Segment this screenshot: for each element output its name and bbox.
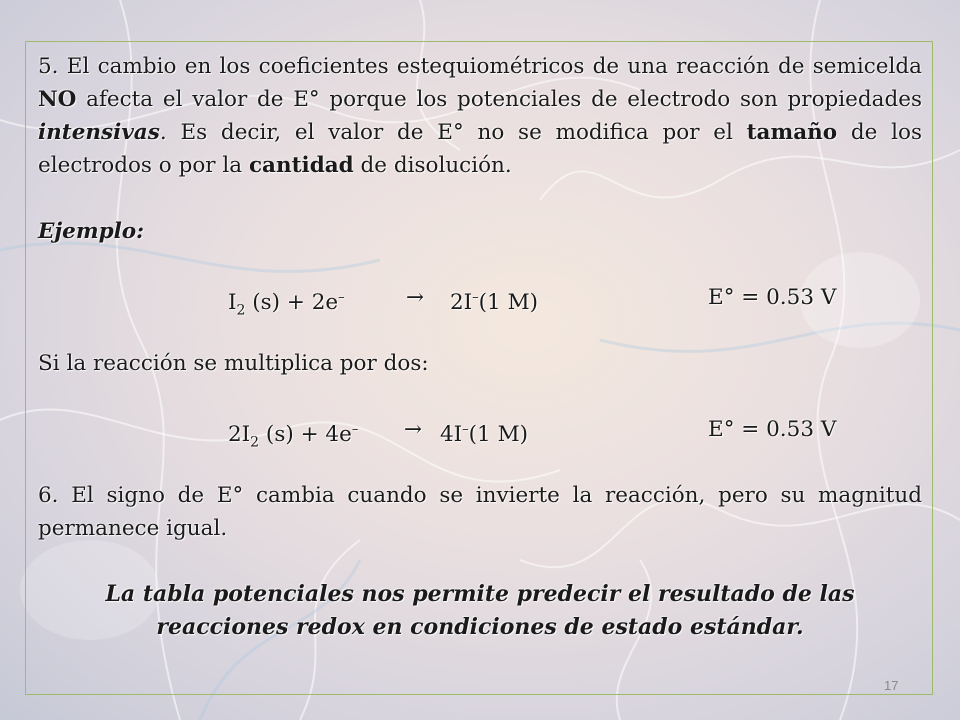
paragraph-6: 6. El signo de E° cambia cuando se invierte la reacción, pero su magnitud permanece igual.	[38, 483, 922, 541]
equation-2-reactants: $2I_2$ (s) + 4e–	[228, 422, 359, 451]
equation-1-reactants: $I_2$ (s) + 2e–	[228, 290, 345, 319]
text-run: . Es decir, el valor de E° no se modifica por el	[159, 120, 747, 145]
slide-content	[38, 50, 922, 644]
conclusion-text: La tabla potenciales nos permite predecir el resultado de las reacciones redox en condiciones de estado estándar.	[105, 581, 855, 640]
equation-2	[38, 413, 922, 451]
item-number: 5.	[38, 54, 59, 79]
text-run: El cambio en los coeficientes estequiométricos de una reacción de semicelda	[58, 54, 922, 79]
multiply-text: Si la reacción se multiplica por dos:	[38, 351, 429, 376]
text-run: de disolución.	[353, 153, 512, 178]
emphasis-no: NO	[38, 87, 77, 112]
emphasis-cantidad: cantidad	[248, 153, 354, 178]
equation-1-potential: E° = 0.53 V	[708, 285, 837, 310]
paragraph-5	[38, 50, 922, 182]
equation-1	[38, 281, 922, 319]
equation-2-products: 4I–(1 M)	[440, 422, 528, 448]
emphasis-intensivas: intensivas	[38, 120, 160, 145]
equation-1-arrow: →	[406, 285, 425, 310]
equation-1-products: 2I–(1 M)	[450, 290, 538, 316]
emphasis-tamano: tamaño	[746, 120, 838, 145]
text-run: afecta el valor de E° porque los potenciales de electrodo son propiedades	[76, 87, 922, 112]
page-number: 17	[884, 678, 899, 693]
equation-2-arrow: →	[404, 417, 423, 442]
example-heading: Ejemplo:	[38, 219, 145, 244]
text-run: de los electrodos o por la	[38, 120, 922, 178]
equation-2-potential: E° = 0.53 V	[708, 417, 837, 442]
